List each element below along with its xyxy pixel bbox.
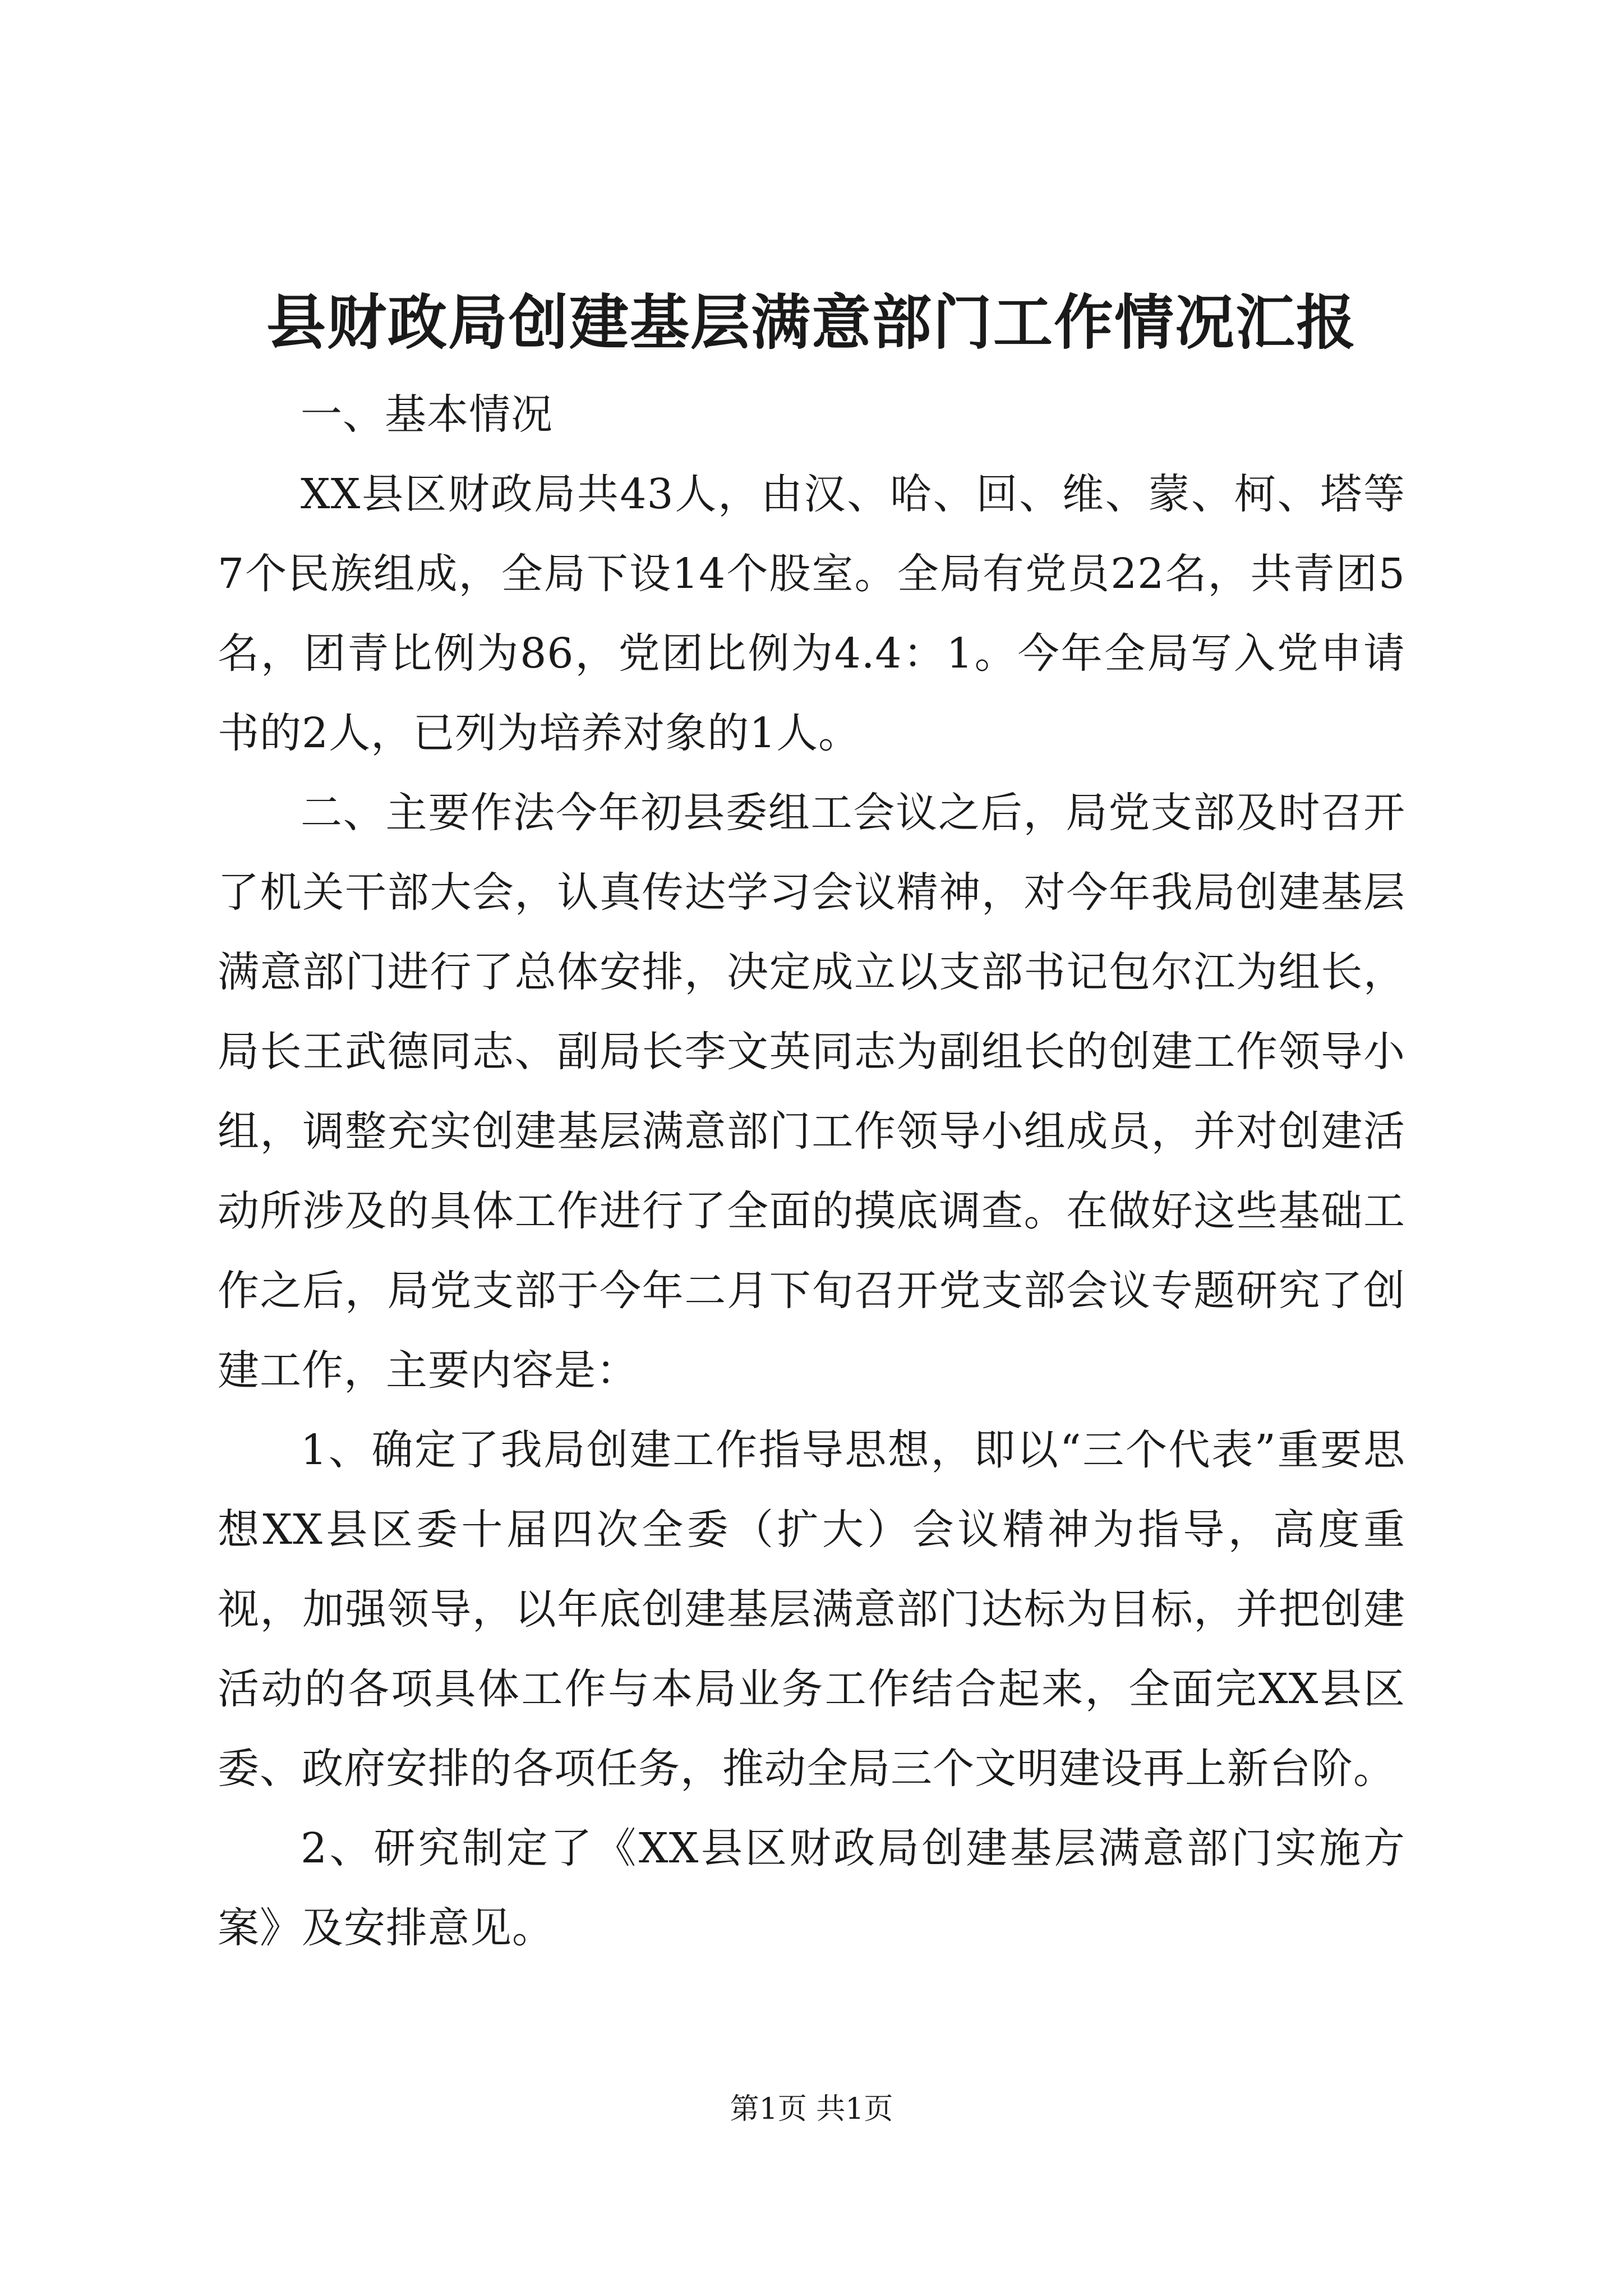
paragraph-item-2: 2、研究制定了《XX县区财政局创建基层满意部门实施方案》及安排意见。 bbox=[218, 1824, 1405, 1952]
document-title: 县财政局创建基层满意部门工作情况汇报 bbox=[266, 287, 1357, 357]
paragraph-item-1: 1、确定了我局创建工作指导思想，即以“三个代表”重要思想XX县区委十届四次全委（扩大）会议精神为指导，高度重视，加强领导，以年底创建基层满意部门达标为目标，并把创建活动的各项具体工作与本局业务工作结合起来，全面完XX县区委、政府安排的各项任务，推动全局三个文明建设再上新台阶。 bbox=[218, 1426, 1405, 1793]
document-body bbox=[218, 375, 1405, 1968]
paragraph-basic-info: XX县区财政局共43人，由汉、哈、回、维、蒙、柯、塔等7个民族组成，全局下设14个股室。全局有党员22名，共青团5名，团青比例为86，党团比例为4.4：1。今年全局写入党申请书的2人，已列为培养对象的1人。 bbox=[218, 470, 1405, 757]
paragraph-main-practices: 二、主要作法今年初县委组工会议之后，局党支部及时召开了机关干部大会，认真传达学习会议精神，对今年我局创建基层满意部门进行了总体安排，决定成立以支部书记包尔江为组长，局长王武德同志、副局长李文英同志为副组长的创建工作领导小组，调整充实创建基层满意部门工作领导小组成员，并对创建活动所涉及的具体工作进行了全面的摸底调查。在做好这些基础工作之后，局党支部于今年二月下旬召开党支部会议专题研究了创建工作，主要内容是： bbox=[218, 789, 1405, 1395]
page-footer: 第1页 共1页 bbox=[730, 2092, 893, 2126]
section-heading-basic: 一、基本情况 bbox=[301, 390, 553, 439]
